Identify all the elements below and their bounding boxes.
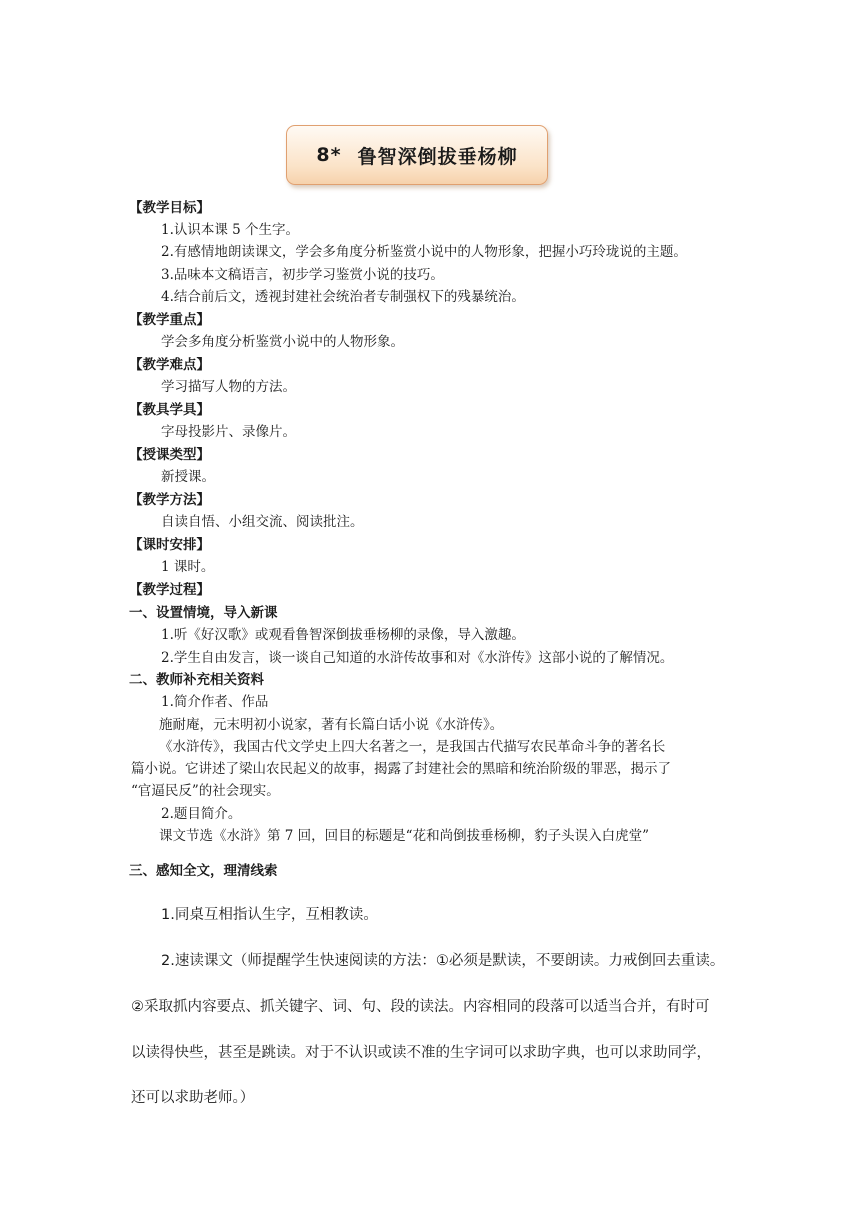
speed-reading-line-4: 还可以求助老师。） (131, 1090, 255, 1106)
goal-item-4: 4.结合前后文，透视封建社会统治者专制强权下的残暴统治。 (161, 289, 525, 305)
goal-item-3: 3.品味本文稿语言，初步学习鉴赏小说的技巧。 (161, 267, 444, 283)
process-step-2-item-2: 2.题目简介。 (161, 806, 242, 822)
process-step-1-heading: 一、设置情境，导入新课 (129, 605, 278, 621)
work-intro-line-2: 篇小说。它讲述了梁山农民起义的故事，揭露了封建社会的黑暗和统治阶级的罪恶，揭示了 (131, 761, 671, 777)
lesson-number: 8* (316, 144, 342, 166)
process-step-1-item-1: 1.听《好汉歌》或观看鲁智深倒拔垂杨柳的录像，导入激趣。 (161, 627, 525, 643)
process-step-3-heading: 三、感知全文，理清线索 (129, 863, 278, 879)
process-step-3-item-1: 1.同桌互相指认生字，互相教读。 (161, 907, 378, 923)
process-step-2-item-1: 1.简介作者、作品 (161, 694, 269, 710)
section-heading-tools: 【教具学具】 (129, 402, 210, 418)
process-step-2-heading: 二、教师补充相关资料 (129, 672, 264, 688)
process-step-1-item-2: 2.学生自由发言，谈一谈自己知道的水浒传故事和对《水浒传》这部小说的了解情况。 (161, 650, 674, 666)
goal-item-2: 2.有感情地朗读课文，学会多角度分析鉴赏小说中的人物形象，把握小巧玲珑说的主题。 (161, 244, 687, 260)
section-heading-schedule: 【课时安排】 (129, 537, 210, 553)
author-intro-text: 施耐庵，元末明初小说家，著有长篇白话小说《水浒传》。 (159, 717, 504, 733)
section-heading-goals: 【教学目标】 (129, 200, 210, 216)
section-heading-lesson-type: 【授课类型】 (129, 447, 210, 463)
section-heading-difficulties: 【教学难点】 (129, 357, 210, 373)
section-heading-process: 【教学过程】 (129, 582, 210, 598)
work-intro-line-3: “官逼民反”的社会现实。 (131, 783, 280, 799)
speed-reading-line-3: 以读得快些，甚至是跳读。对于不认识或读不准的生字词可以求助字典，也可以求助同学， (131, 1045, 711, 1061)
section-heading-methods: 【教学方法】 (129, 492, 210, 508)
goal-item-1: 1.认识本课 5 个生字。 (161, 222, 300, 238)
title-intro-text: 课文节选《水浒》第 7 回，回目的标题是“花和尚倒拔垂杨柳，豹子头误入白虎堂” (159, 828, 649, 844)
tools-text: 字母投影片、录像片。 (161, 424, 296, 440)
key-point-text: 学会多角度分析鉴赏小说中的人物形象。 (161, 334, 404, 350)
lesson-title-box (286, 125, 548, 185)
methods-text: 自读自悟、小组交流、阅读批注。 (161, 514, 364, 530)
lesson-title: 鲁智深倒拔垂杨柳 (357, 145, 518, 168)
speed-reading-line-1: 2.速读课文（师提醒学生快速阅读的方法：①必须是默读，不要朗读。力戒倒回去重读。 (161, 953, 725, 969)
schedule-text: 1 课时。 (161, 559, 215, 575)
section-heading-key-points: 【教学重点】 (129, 312, 210, 328)
lesson-type-text: 新授课。 (161, 469, 215, 485)
speed-reading-line-2: ②采取抓内容要点、抓关键字、词、句、段的读法。内容相同的段落可以适当合并，有时可 (131, 999, 710, 1015)
difficulty-text: 学习描写人物的方法。 (161, 379, 296, 395)
work-intro-line-1: 《水浒传》，我国古代文学史上四大名著之一，是我国古代描写农民革命斗争的著名长 (159, 739, 666, 755)
